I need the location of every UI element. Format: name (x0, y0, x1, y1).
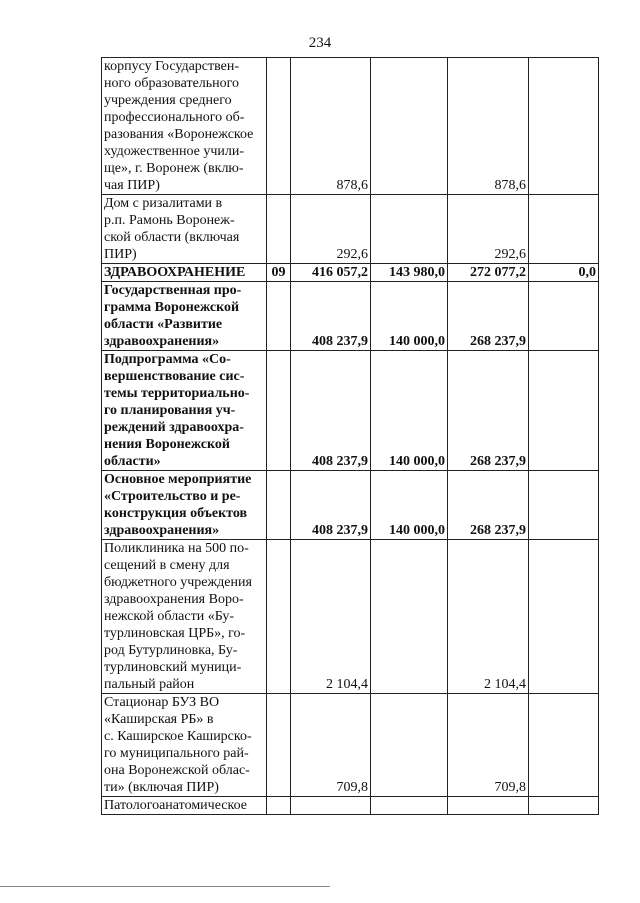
row-col2: 268 237,9 (448, 282, 529, 351)
row-name: корпусу Государствен- ного образовательного учреждения среднего профессионального об- разования «Воронежское художественное учили- ще», г. Воронеж (вклю- чая ПИР) (102, 58, 267, 195)
table-row (102, 797, 599, 815)
table-row (102, 471, 599, 540)
row-total: 416 057,2 (291, 264, 371, 282)
row-code (267, 351, 291, 471)
row-total: 408 237,9 (291, 471, 371, 540)
row-name: Дом с ризалитами в р.п. Рамонь Воронеж- ской области (включая ПИР) (102, 195, 267, 264)
row-col2: 268 237,9 (448, 351, 529, 471)
row-code (267, 195, 291, 264)
row-col2: 268 237,9 (448, 471, 529, 540)
row-col3 (529, 540, 599, 694)
table-row-section (102, 264, 599, 282)
row-code (267, 694, 291, 797)
row-col1 (371, 195, 448, 264)
row-col3 (529, 471, 599, 540)
row-col1 (371, 540, 448, 694)
row-col2: 709,8 (448, 694, 529, 797)
row-code: 09 (267, 264, 291, 282)
table-row (102, 540, 599, 694)
row-total (291, 797, 371, 815)
row-total: 292,6 (291, 195, 371, 264)
row-name: Основное мероприятие «Строительство и ре- конструкция объектов здравоохранения» (102, 471, 267, 540)
table-row (102, 351, 599, 471)
row-col1 (371, 58, 448, 195)
row-col2: 2 104,4 (448, 540, 529, 694)
table-row (102, 195, 599, 264)
row-name: ЗДРАВООХРАНЕНИЕ (102, 264, 267, 282)
row-col3 (529, 195, 599, 264)
row-col3 (529, 797, 599, 815)
row-name: Патологоанатомическое (102, 797, 267, 815)
row-name: Стационар БУЗ ВО «Каширская РБ» в с. Каширское Каширско- го муниципального рай- она Воронежской облас- ти» (включая ПИР) (102, 694, 267, 797)
table-row (102, 694, 599, 797)
row-code (267, 797, 291, 815)
table-row (102, 58, 599, 195)
row-col3 (529, 694, 599, 797)
row-total: 2 104,4 (291, 540, 371, 694)
row-code (267, 58, 291, 195)
row-col2: 292,6 (448, 195, 529, 264)
budget-table (101, 57, 599, 815)
row-name: Государственная про- грамма Воронежской области «Развитие здравоохранения» (102, 282, 267, 351)
row-col2: 272 077,2 (448, 264, 529, 282)
row-col1: 140 000,0 (371, 282, 448, 351)
page-number: 234 (308, 35, 332, 51)
row-total: 709,8 (291, 694, 371, 797)
row-code (267, 282, 291, 351)
row-col2 (448, 797, 529, 815)
row-col1 (371, 694, 448, 797)
table-row (102, 282, 599, 351)
row-code (267, 540, 291, 694)
row-total: 408 237,9 (291, 282, 371, 351)
row-col1: 140 000,0 (371, 351, 448, 471)
row-col1: 143 980,0 (371, 264, 448, 282)
row-name: Подпрограмма «Со- вершенствование сис- темы территориально- го планирования уч- реждений здравоохра- нения Воронежской области» (102, 351, 267, 471)
row-col3: 0,0 (529, 264, 599, 282)
row-name: Поликлиника на 500 по- сещений в смену для бюджетного учреждения здравоохранения Воро- нежской области «Бу- турлиновская ЦРБ», го- род Бутурлиновка, Бу- турлиновский муници- пальный район (102, 540, 267, 694)
row-code (267, 471, 291, 540)
row-col1 (371, 797, 448, 815)
row-col3 (529, 282, 599, 351)
row-col2: 878,6 (448, 58, 529, 195)
row-total: 408 237,9 (291, 351, 371, 471)
row-col3 (529, 58, 599, 195)
bottom-divider (0, 886, 330, 887)
row-total: 878,6 (291, 58, 371, 195)
row-col1: 140 000,0 (371, 471, 448, 540)
row-col3 (529, 351, 599, 471)
